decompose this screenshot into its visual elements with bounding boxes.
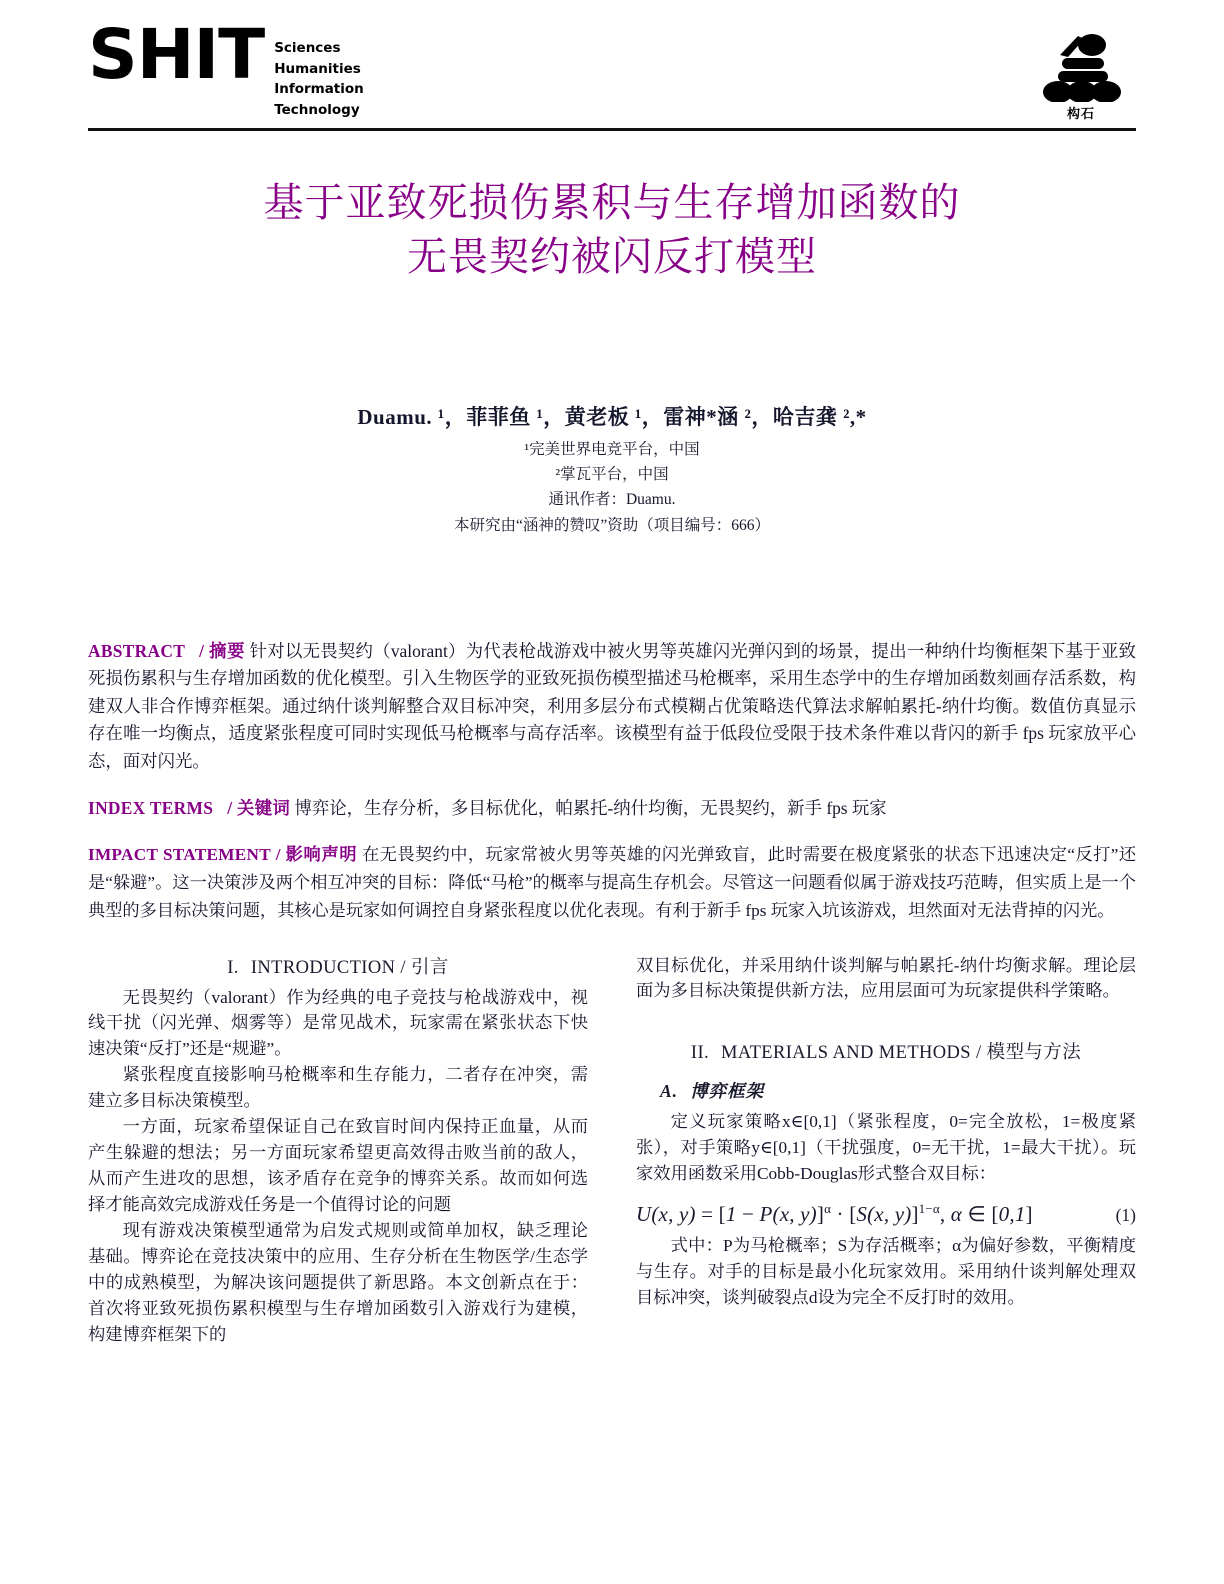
index-terms-text: 博弈论，生存分析，多目标优化，帕累托-纳什均衡，无畏契约，新手 fps 玩家 bbox=[294, 798, 887, 819]
masthead-divider bbox=[88, 128, 1136, 131]
abstract-section bbox=[88, 638, 1136, 776]
logo-expansion-line: Information bbox=[274, 81, 364, 98]
affiliation-1: ¹完美世界电竞平台，中国 bbox=[524, 441, 700, 459]
logo-expansion-line: Sciences bbox=[274, 40, 341, 56]
section-title-en: INTRODUCTION bbox=[250, 957, 396, 978]
equation-1: U(x, y) = [1 − P(x, y)]$^\alpha$ · [S(x, y)]$^{1-\alpha}$, α ∈ [0,1] bbox=[636, 1201, 1033, 1227]
funding-note: 本研究由“涵神的赞叹”资助（项目编号：666） bbox=[453, 516, 770, 534]
right-column bbox=[636, 953, 1136, 1348]
impact-label-en: IMPACT STATEMENT / bbox=[88, 844, 281, 864]
section-title-en: MATERIALS AND METHODS bbox=[721, 1043, 971, 1064]
index-terms-section bbox=[88, 795, 1136, 823]
section-number: II. bbox=[690, 1043, 710, 1064]
section-title-cn: / 模型与方法 bbox=[976, 1043, 1082, 1064]
subsection-title: 博弈框架 bbox=[690, 1081, 765, 1102]
section-heading-materials-methods bbox=[636, 1038, 1136, 1064]
front-matter bbox=[88, 638, 1136, 925]
journal-logo bbox=[88, 15, 364, 120]
index-terms-label-cn: / 关键词 bbox=[227, 798, 291, 819]
authors-block bbox=[88, 401, 1136, 537]
impact-label-cn: 影响声明 bbox=[285, 844, 358, 864]
affiliations bbox=[88, 437, 1136, 537]
masthead bbox=[88, 0, 1136, 120]
abstract-label-cn: / 摘要 bbox=[199, 640, 246, 661]
section-heading-introduction bbox=[88, 953, 588, 979]
subsection-letter: A. bbox=[660, 1081, 679, 1102]
index-terms-label-en: INDEX TERMS bbox=[88, 798, 214, 819]
impact-text: 在无畏契约中，玩家常被火男等英雄的闪光弹致盲，此时需要在极度紧张的状态下迅速决定“反打”还是“躲避”。这一决策涉及两个相互冲突的目标：降低“马枪”的概率与提高生存机会。尽管这一问题看似属于游戏技巧范畴，但实质上是一个典型的多目标决策问题，其核心是玩家如何调控自身紧张程度以优化表现。有利于新手 fps 玩家入坑该游戏，坦然面对无法背掉的闪光。 bbox=[88, 844, 1137, 920]
methods-paragraph-1: 定义玩家策略x∈[0,1]（紧张程度，0=完全放松，1=极度紧张），对手策略y∈[0,1]（干扰强度，0=无干扰，1=最大干扰）。玩家效用函数采用Cobb-Douglas形式整合双目标： bbox=[636, 1112, 1136, 1184]
intro-paragraph-3: 一方面，玩家希望保证自己在致盲时间内保持正血量，从而产生躲避的想法；另一方面玩家希望更高效得击败当前的敌人，从而产生进攻的思想，该矛盾存在竞争的博弈关系。故而如何选择才能高效完成游戏任务是一个值得讨论的问题 bbox=[88, 1117, 588, 1215]
author-list: Duamu. ¹，菲菲鱼 ¹，黄老板 ¹，雷神*涵 ²，哈吉龚 ²,* bbox=[357, 405, 867, 430]
intro-paragraph-2: 紧张程度直接影响马枪概率和生存能力，二者存在冲突，需建立多目标决策模型。 bbox=[88, 1065, 588, 1111]
corresponding-author: 通讯作者：Duamu. bbox=[548, 491, 676, 509]
abstract-label-en: ABSTRACT bbox=[88, 640, 186, 661]
stacked-stones-icon bbox=[1038, 30, 1124, 102]
body-columns bbox=[88, 953, 1136, 1348]
subsection-heading-game-framework bbox=[660, 1078, 1136, 1103]
section-number: I. bbox=[227, 957, 239, 978]
page-title bbox=[148, 176, 1076, 283]
equation-1-number: (1) bbox=[1115, 1205, 1136, 1226]
methods-paragraph-2: 式中：P为马枪概率；S为存活概率；α为偏好参数，平衡精度与生存。对手的目标是最小化玩家效用。采用纳什谈判解处理双目标冲突，谈判破裂点d设为完全不反打时的效用。 bbox=[636, 1236, 1136, 1308]
publisher-logo-label: 构石 bbox=[1066, 107, 1095, 122]
abstract-text: 针对以无畏契约（valorant）为代表枪战游戏中被火男等英雄闪光弹闪到的场景，提出一种纳什均衡框架下基于亚致死损伤累积与生存增加函数的优化模型。引入生物医学的亚致死损伤模型描述马枪概率，采用生态学中的生存增加函数刻画存活系数，构建双人非合作博弈框架。通过纳什谈判解整合双目标冲突，利用多层分布式模糊占优策略迭代算法求解帕累托-纳什均衡。数值仿真显示存在唯一均衡点，适度紧张程度可同时实现低马枪概率与高存活率。该模型有益于低段位受限于技术条件难以背闪的新手 fps 玩家放平心态，面对闪光。 bbox=[88, 640, 1136, 771]
intro-paragraph-continuation: 双目标优化，并采用纳什谈判解与帕累托-纳什均衡求解。理论层面为多目标决策提供新方法，应用层面可为玩家提供科学策略。 bbox=[636, 955, 1136, 1001]
intro-paragraph-1: 无畏契约（valorant）作为经典的电子竞技与枪战游戏中，视线干扰（闪光弹、烟雾等）是常见战术，玩家需在紧张状态下快速决策“反打”还是“规避”。 bbox=[88, 987, 588, 1059]
publisher-logo bbox=[1026, 28, 1136, 122]
title-line-1: 基于亚致死损伤累积与生存增加函数的 bbox=[263, 180, 961, 225]
logo-expansion-line: Humanities bbox=[274, 60, 361, 77]
section-title-cn: / 引言 bbox=[400, 957, 449, 978]
affiliation-2: ²掌瓦平台，中国 bbox=[555, 466, 669, 484]
equation-1-row bbox=[636, 1201, 1136, 1227]
title-line-2: 无畏契约被闪反打模型 bbox=[407, 233, 817, 279]
impact-statement-section bbox=[88, 841, 1136, 925]
logo-expansion-line: Technology bbox=[274, 101, 360, 118]
journal-logo-wordmark: SHIT bbox=[88, 15, 265, 95]
journal-logo-expansion bbox=[274, 28, 364, 120]
left-column bbox=[88, 953, 588, 1348]
intro-paragraph-4: 现有游戏决策模型通常为启发式规则或简单加权，缺乏理论基础。博弈论在竞技决策中的应用、生存分析在生物医学/生态学中的成熟模型，为解决该问题提供了新思路。本文创新点在于：首次将亚致死损伤累积模型与生存增加函数引入游戏行为建模，构建博弈框架下的 bbox=[88, 1220, 588, 1344]
